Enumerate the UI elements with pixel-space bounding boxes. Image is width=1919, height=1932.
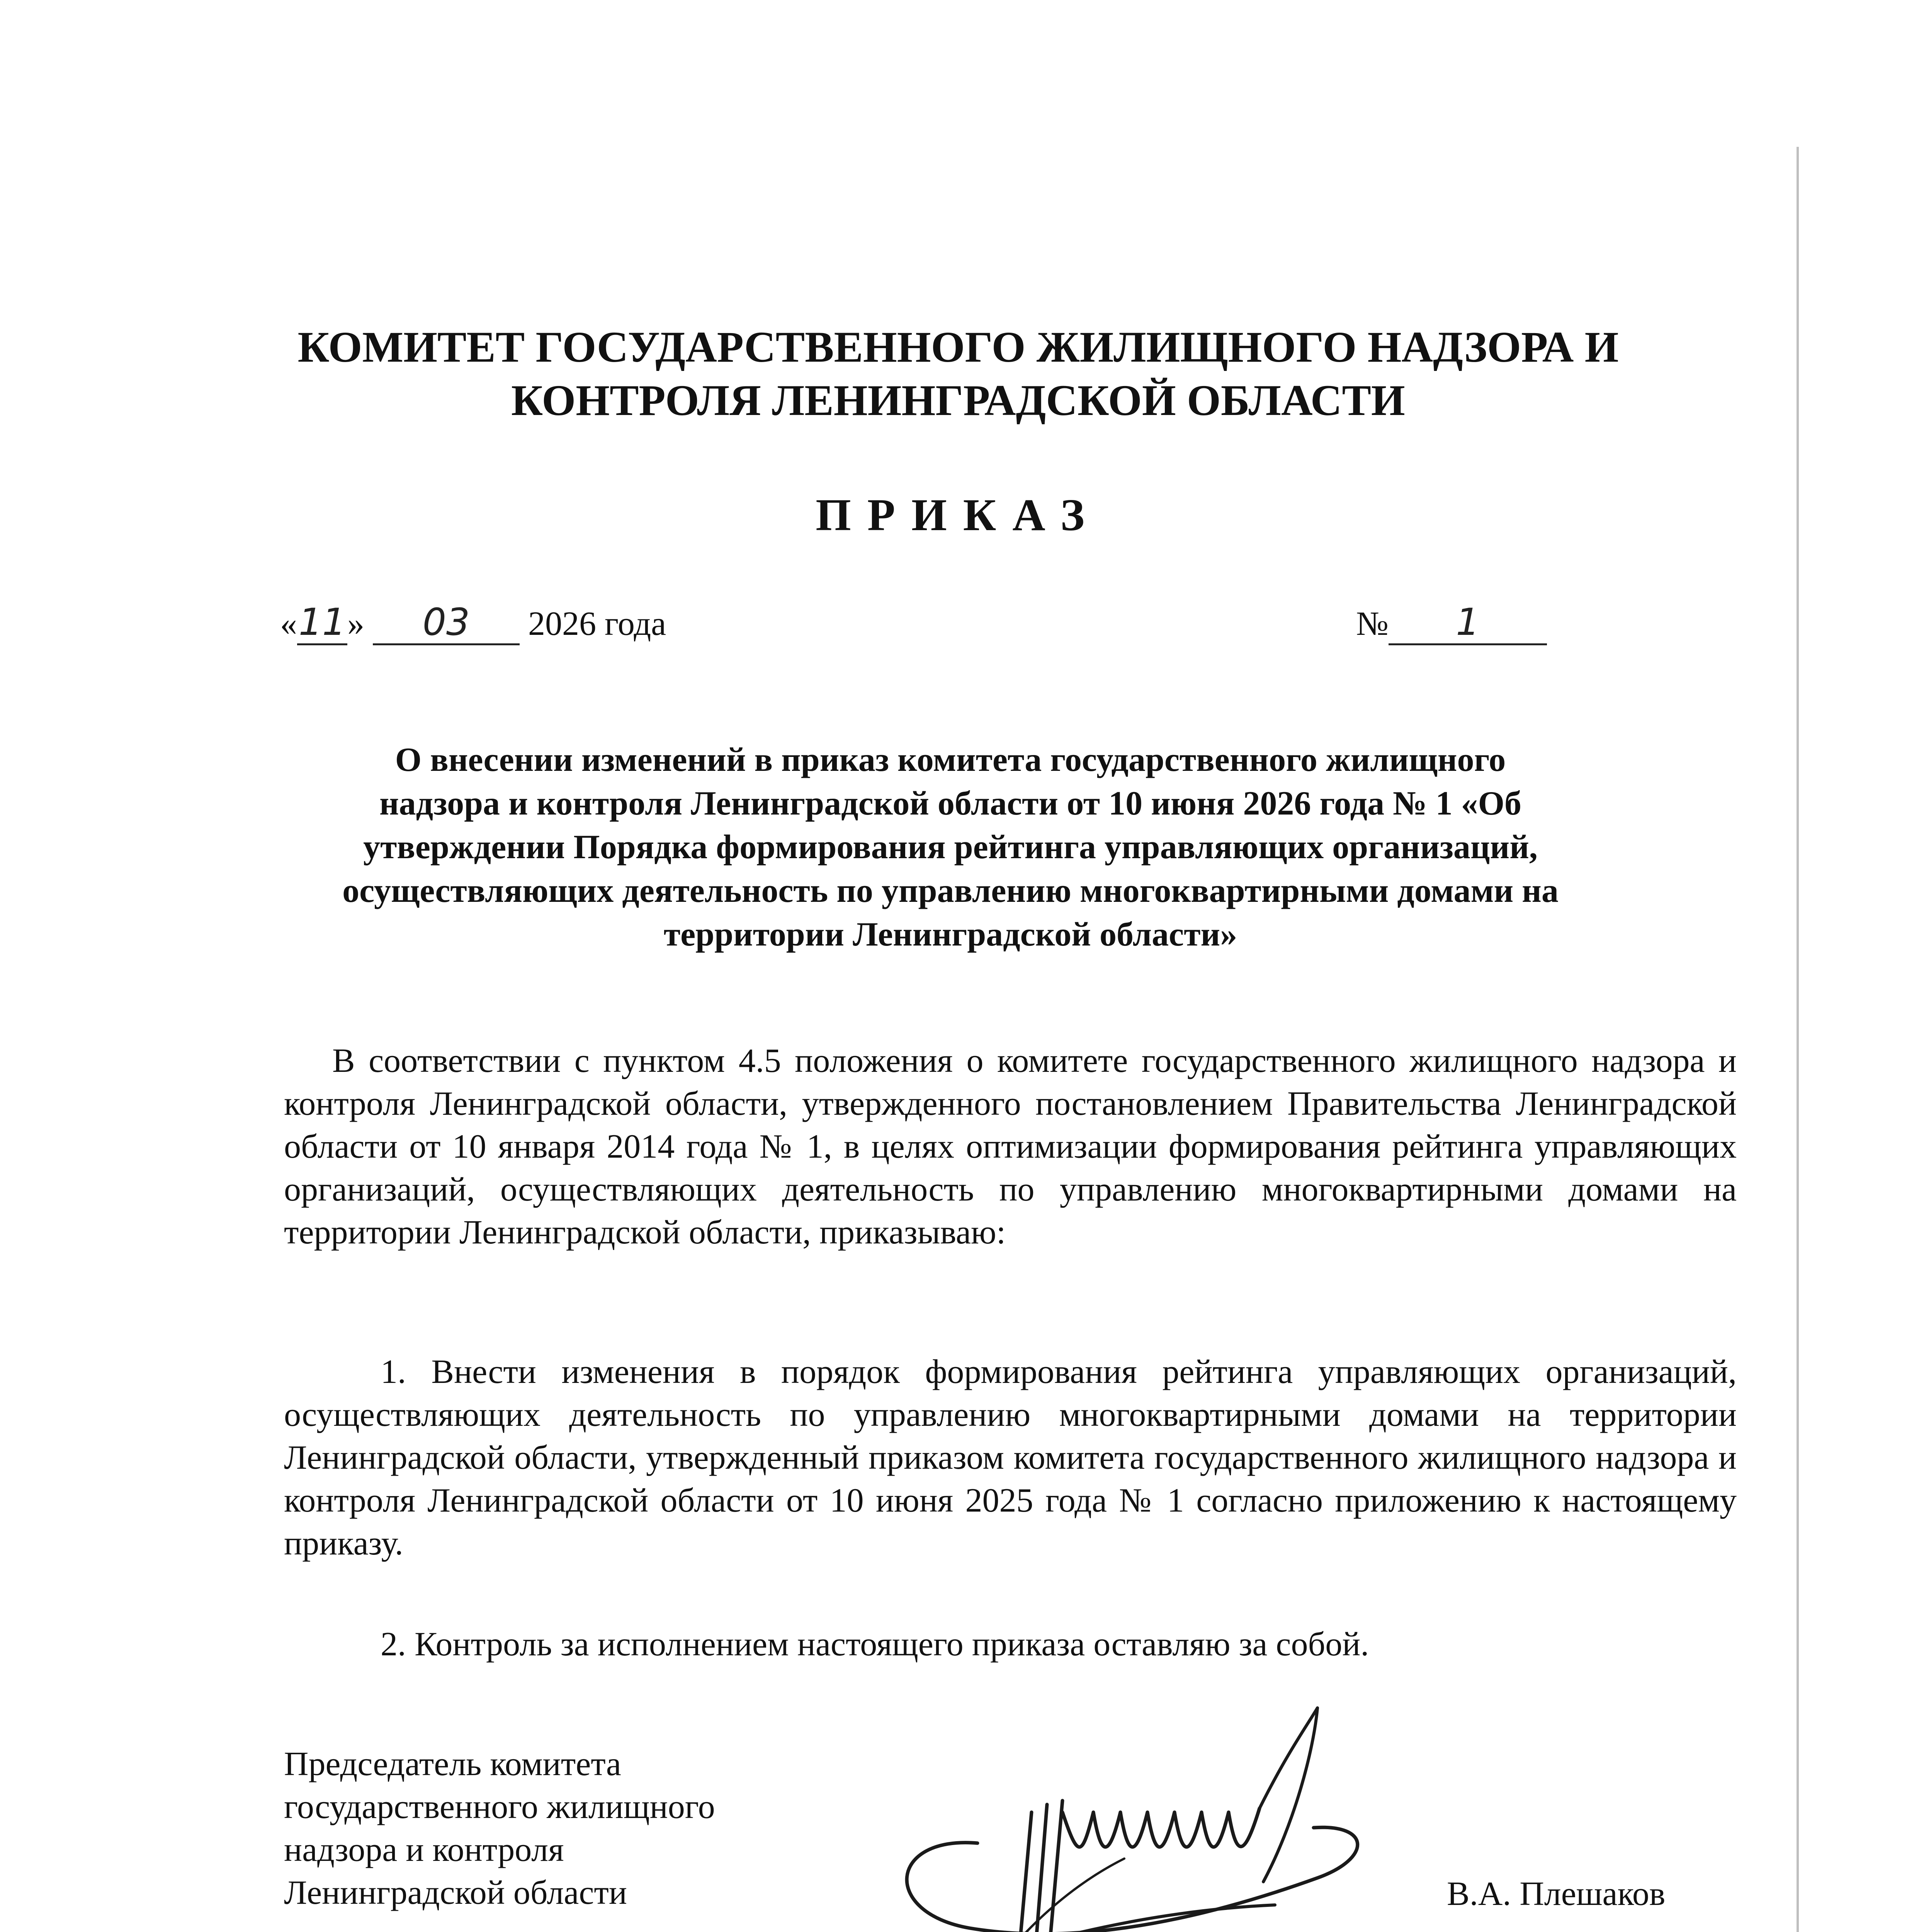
signer-position: [284, 1743, 715, 1914]
order-subject-line: утверждении Порядка формирования рейтинга управляющих организаций,: [363, 828, 1538, 866]
preamble-paragraph: В соответствии с пунктом 4.5 положения о комитете государственного жилищного надзора и контроля Ленинградской области, утвержденного постановлением Правительства Ленинградской области от 10 января 2014 года № 1, в целях оптимизации формирования рейтинга управляющих организаций, осуществляющих деятельность по управлению многоквартирными домами на территории Ленинградской области, приказываю:: [284, 1042, 1737, 1251]
signer-position-line: Председатель комитета: [284, 1745, 621, 1783]
order-subject-line: надзора и контроля Ленинградской области от 10 июня 2026 года № 1 «Об: [379, 785, 1522, 822]
order-subject-line: О внесении изменений в приказ комитета государственного жилищного: [395, 741, 1506, 779]
date-quote-close: »: [347, 605, 364, 643]
organization-title: [116, 321, 1800, 427]
date-quote-open: «: [280, 605, 297, 643]
order-number-handwritten: 1: [1389, 601, 1547, 645]
order-subject-line: территории Ленинградской области»: [663, 916, 1237, 953]
clause-1-paragraph: 1. Внести изменения в порядок формирования рейтинга управляющих организаций, осуществляющих деятельность по управлению многоквартирными домами на территории Ленинградской области, утвержденный приказом комитета государственного жилищного надзора и контроля Ленинградской области от 10 июня 2025 года № 1 согласно приложению к настоящему приказу.: [284, 1353, 1737, 1562]
date-month-handwritten: 03: [373, 601, 520, 645]
clause-2-paragraph: 2. Контроль за исполнением настоящего приказа оставляю за собой.: [381, 1626, 1369, 1663]
order-date: [280, 601, 666, 645]
order-subject: [251, 738, 1650, 956]
order-number: [1356, 601, 1547, 645]
date-day-handwritten: 11: [297, 601, 347, 645]
date-year: 2026 года: [528, 605, 666, 643]
signer-name: В.А. Плешаков: [1447, 1875, 1666, 1913]
handwritten-signature: [831, 1696, 1418, 1932]
order-number-label: №: [1356, 605, 1389, 643]
organization-title-line: КОНТРОЛЯ ЛЕНИНГРАДСКОЙ ОБЛАСТИ: [511, 376, 1405, 425]
signer-position-line: Ленинградской области: [284, 1874, 627, 1912]
signer-position-line: надзора и контроля: [284, 1831, 564, 1869]
order-subject-line: осуществляющих деятельность по управлению многоквартирными домами на: [342, 872, 1559, 910]
organization-title-line: КОМИТЕТ ГОСУДАРСТВЕННОГО ЖИЛИЩНОГО НАДЗОРА И: [297, 323, 1619, 371]
signer-position-line: государственного жилищного: [284, 1788, 715, 1826]
document-kind-heading: ПРИКАЗ: [816, 490, 1101, 540]
